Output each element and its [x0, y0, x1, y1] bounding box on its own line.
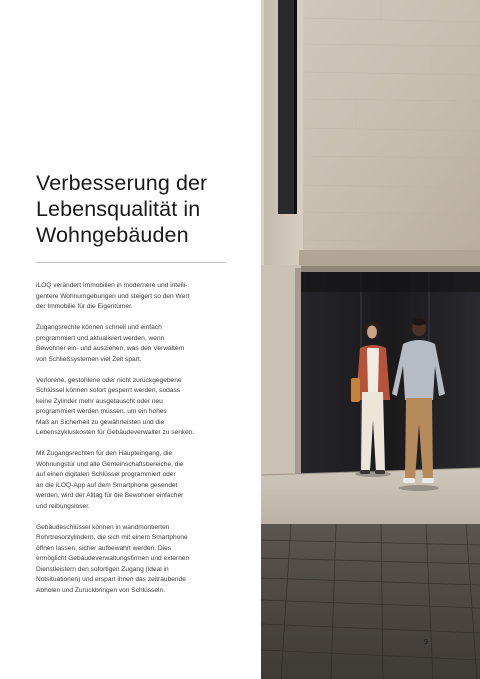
paragraph-line: Lebenszykluskosten für Gebäudeverwalter zu senken.	[36, 429, 195, 436]
paragraph-main-entrance	[36, 449, 228, 512]
paragraph-line: programmiert werden müssen, um ein hohes	[36, 408, 167, 415]
building-entrance-photo	[261, 0, 480, 679]
paragraph-line: Maß an Sicherheit zu gewährleisten und die	[36, 418, 165, 426]
heading-line: Wohngebäuden	[36, 223, 189, 247]
heading-line: Lebensqualität in	[36, 197, 201, 221]
paragraph-line: iLOQ verändert Immobilien in modernere und intelli-	[36, 282, 188, 289]
paragraph-line: programmiert und aktualisiert werden, wenn	[36, 334, 165, 342]
paragraph-line: Abholen und Zurückbringen von Schlüsseln.	[36, 586, 166, 594]
paragraph-lost-keys	[36, 376, 228, 439]
paragraph-line: Schlüssel können sofort gesperrt werden, sodass	[36, 387, 181, 394]
paragraph-line: Gebäudeschlüssel können in wandmontierten	[36, 523, 170, 531]
page-heading	[36, 170, 228, 248]
paragraph-line: Wohnungstür und alle Gemeinschaftsbereiche, die	[36, 460, 184, 468]
paragraph-line: Bewohner ein- und ausziehen, was den Verwaltern	[36, 345, 185, 352]
paragraph-intro	[36, 281, 228, 313]
paragraph-access-rights	[36, 323, 228, 365]
paragraph-line: Verlorene, gestohlene oder nicht zurückgegebene	[36, 376, 182, 384]
heading-line: Verbesserung der	[36, 171, 208, 195]
paragraph-line: Dienstleistern den sofortigen Zugang (ideal in	[36, 565, 169, 573]
text-column	[36, 170, 228, 596]
paragraph-line: Zugangsrechte können schnell und einfach	[36, 324, 162, 331]
paragraph-key-safe	[36, 523, 228, 597]
paragraph-line: Rohrtresorzylindern, die sich mit einem Smartphone	[36, 534, 188, 541]
photo-illustration	[261, 0, 480, 679]
heading-divider	[36, 262, 226, 263]
paragraph-line: Mit Zugangsrechten für den Haupteingang, die	[36, 450, 172, 457]
paragraph-line: werden, wird der Alltag für die Bewohner einfacher	[36, 492, 184, 499]
paragraph-line: Notsituationen) und erspart ihnen das zeitraubende	[36, 576, 186, 583]
paragraph-line: von Schließsystemen viel Zeit spart.	[36, 355, 142, 363]
paragraph-line: keine Zylinder mehr ausgetauscht oder neu	[36, 397, 163, 405]
page-number: 9	[424, 639, 428, 646]
paragraph-line: öffnen lassen, sicher aufbewahrt werden. Dies	[36, 544, 172, 552]
paragraph-line: und reibungsloser.	[36, 502, 90, 510]
paragraph-line: ermöglicht Gebäudeverwaltungsfirmen und externen	[36, 555, 190, 562]
paragraph-line: der Immobilie für die Eigentümer.	[36, 303, 133, 310]
paragraph-line: gentere Wohnumgebungen und steigert so den Wert	[36, 292, 190, 300]
paragraph-line: auf einen digitalen Schlüssel programmiert oder	[36, 471, 176, 478]
paragraph-line: an die iLOQ-App auf dem Smartphone gesendet	[36, 481, 178, 489]
